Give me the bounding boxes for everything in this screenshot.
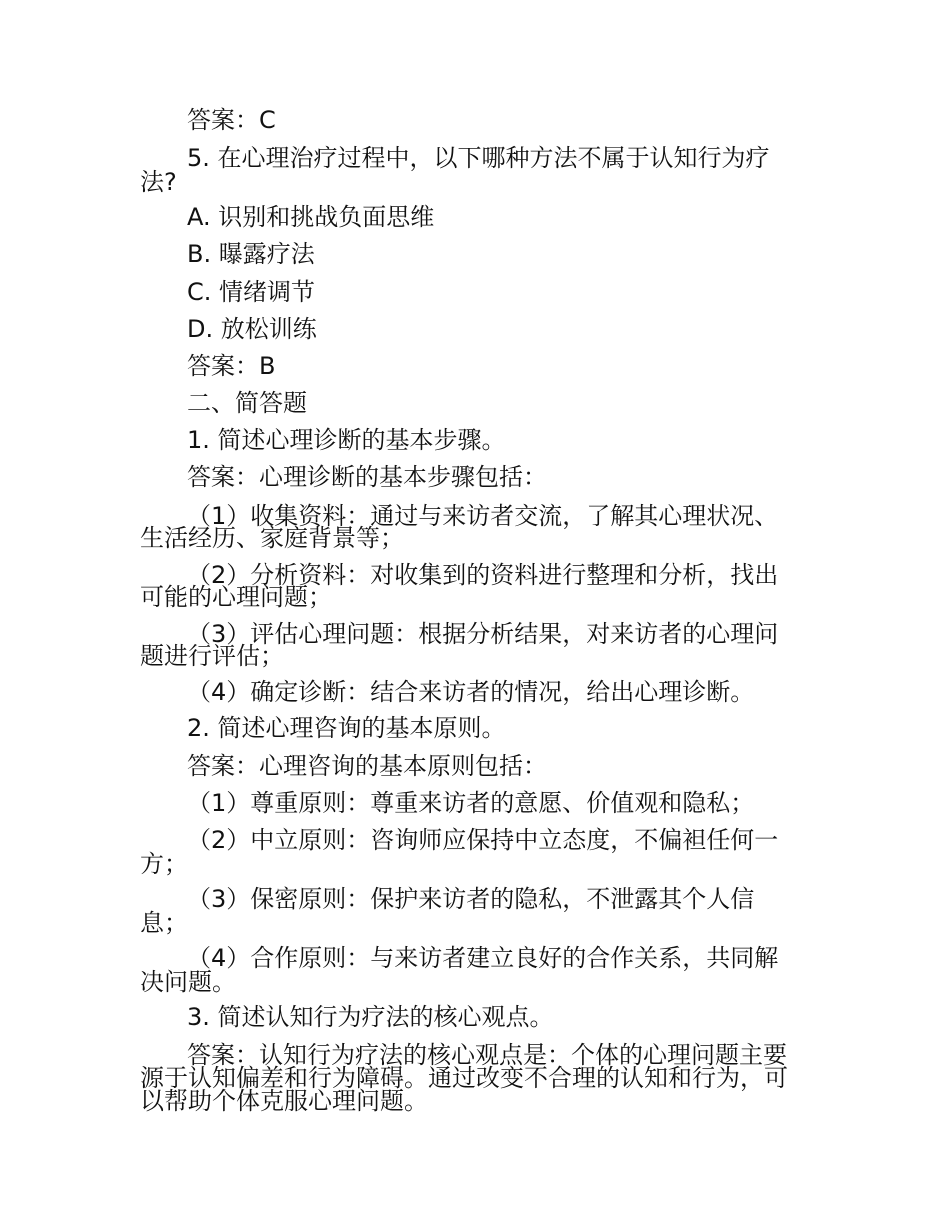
answer-item-wrap: 决问题。 xyxy=(140,968,236,996)
answer-item: （4）合作原则：与来访者建立良好的合作关系，共同解 xyxy=(187,944,779,972)
answer-item: （3）评估心理问题：根据分析结果，对来访者的心理问 xyxy=(187,620,779,648)
answer-item: （2）分析资料：对收集到的资料进行整理和分析，找出 xyxy=(187,561,779,589)
answer-item: （1）收集资料：通过与来访者交流，了解其心理状况、 xyxy=(187,502,779,530)
answer-item-wrap: 可能的心理问题； xyxy=(140,583,332,611)
option-d: D. 放松训练 xyxy=(187,315,317,343)
answer-item: （1）尊重原则：尊重来访者的意愿、价值观和隐私； xyxy=(187,789,755,817)
question-line: 3. 简述认知行为疗法的核心观点。 xyxy=(187,1003,554,1031)
answer-line: 答案：B xyxy=(187,352,276,380)
answer-line-wrap: 以帮助个体克服心理问题。 xyxy=(140,1087,428,1115)
answer-line: 答案：心理咨询的基本原则包括： xyxy=(187,752,547,780)
answer-item-wrap: 方； xyxy=(140,850,188,878)
option-b: B. 曝露疗法 xyxy=(187,240,315,268)
answer-item: （2）中立原则：咨询师应保持中立态度，不偏袒任何一 xyxy=(187,826,779,854)
answer-line-wrap: 源于认知偏差和行为障碍。通过改变不合理的认知和行为，可 xyxy=(140,1064,788,1092)
option-a: A. 识别和挑战负面思维 xyxy=(187,203,435,231)
question-line: 5. 在心理治疗过程中，以下哪种方法不属于认知行为疗 xyxy=(187,144,770,172)
option-c: C. 情绪调节 xyxy=(187,278,316,306)
question-line-wrap: 法? xyxy=(140,168,177,196)
answer-item-wrap: 息； xyxy=(140,909,188,937)
answer-line: 答案：C xyxy=(187,106,276,134)
answer-item: （4）确定诊断：结合来访者的情况，给出心理诊断。 xyxy=(187,678,755,706)
answer-line: 答案：心理诊断的基本步骤包括： xyxy=(187,463,547,491)
answer-item-wrap: 生活经历、家庭背景等； xyxy=(140,524,404,552)
section-heading: 二、简答题 xyxy=(187,389,307,417)
answer-line: 答案：认知行为疗法的核心观点是：个体的心理问题主要 xyxy=(187,1041,787,1069)
question-line: 1. 简述心理诊断的基本步骤。 xyxy=(187,426,506,454)
question-line: 2. 简述心理咨询的基本原则。 xyxy=(187,714,506,742)
answer-item: （3）保密原则：保护来访者的隐私，不泄露其个人信 xyxy=(187,885,755,913)
answer-item-wrap: 题进行评估； xyxy=(140,642,284,670)
